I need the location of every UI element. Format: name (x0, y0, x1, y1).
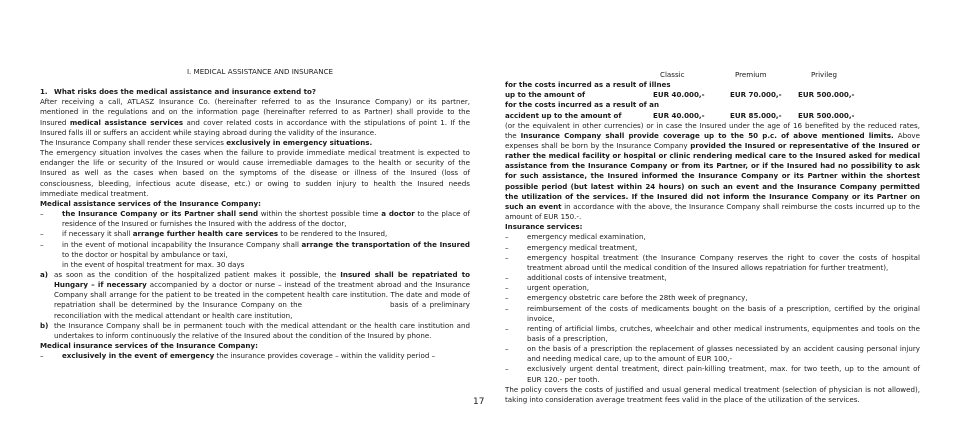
mas-item-mid: to the doctor or hospital by ambulance or taxi, (62, 249, 228, 259)
mas-item-1 (40, 209, 470, 229)
insurance-services-heading: Insurance services: (505, 222, 583, 232)
list-item-text: on the basis of a prescription the replacement of glasses necessiated by an accident causing personal injury and needing medical care, up to the amount of EUR 100,- (527, 344, 920, 364)
list-item (505, 273, 920, 283)
row-label: accident up to the amount of (505, 110, 622, 120)
list-item-text: reimbursement of the costs of medicaments bought on the basis of a prescription, certified by the original invoice, (527, 303, 920, 323)
q1-answer (40, 97, 470, 138)
item-b (40, 321, 470, 341)
value-privileg: EUR 500.000,- (798, 110, 855, 120)
mas-heading: Medical assistance services of the Insurance Company: (40, 198, 261, 208)
mas-item-2 (40, 229, 470, 239)
treatment-max-line: in the event of hospital treatment for max. 30 days (62, 259, 245, 269)
item-a-post: accompanied by a doctor or nurse – instead of the treatment abroad and the Insurance Company shall arrange for the patient to be treated in the competent health care institution. The date and mode of repatriation shall be determined by the Insurance Company on the (54, 280, 470, 310)
dash-marker: – (40, 239, 44, 249)
value-premium: EUR 85.000,- (730, 110, 782, 120)
dash-marker: – (505, 293, 509, 303)
item-a-bold: Insured shall be repatriated to Hungary – if necessary (54, 269, 470, 290)
value-premium: EUR 70.000,- (730, 90, 782, 100)
item-a (40, 270, 470, 321)
left-column (40, 0, 470, 361)
list-item (505, 253, 920, 273)
dash-marker: – (505, 252, 509, 262)
list-item-text: renting of artificial limbs, crutches, wheelchair and other medical instruments, equipmentes and tools on the basis of a prescription, (527, 323, 920, 343)
dash-marker: – (505, 232, 509, 242)
list-item (505, 364, 920, 384)
row-label: for the costs incurred as a result of illnes (505, 80, 671, 90)
item-a-marker: a) (40, 269, 49, 279)
q1-answer-bold: medical assistance services (69, 117, 184, 127)
item-b-text: the Insurance Company shall be in permanent touch with the medical attendant or the health care institution and undertakes to inform continuously the relative of the Insured about the condition of the Insured by phone. (54, 320, 470, 340)
list-item (505, 304, 920, 324)
dash-marker: – (505, 364, 509, 374)
list-item (505, 344, 920, 364)
list-item-text: emergency medical treatment, (527, 242, 638, 252)
list-item (505, 232, 920, 242)
policy-note: The policy covers the costs of justified and usual general medical treatment (selection of physician is not allowed), taking into consideration average treatment fees valid in the place of the utilization of the services. (505, 384, 920, 404)
mis-item-post: the insurance provides coverage – within the validity period – (216, 351, 436, 361)
list-item-text: emergency medical examination, (527, 232, 646, 242)
mas-item-bold: arrange the transportation of the Insured (301, 239, 470, 249)
question-1 (40, 87, 470, 97)
list-item-text: additional costs of intensive treatment, (527, 273, 667, 283)
q1-paragraph-2 (40, 138, 470, 148)
mas-item-bold: arrange further health care services (132, 229, 279, 239)
q1-answer-tail: and cover related costs in accordance with the stipulations of point 1. If the Insured falls ill or suffers an accident while staying abroad during the validity of the insurance. (40, 117, 470, 137)
coverage-row-illness-amount (505, 90, 920, 100)
item-a-text (54, 270, 470, 321)
right-column (505, 0, 920, 405)
mas-item-pre: in the event of motional incapability the Insurance Company shall (62, 239, 299, 249)
mas-item-bold: the Insurance Company or its Partner shall send (62, 209, 259, 219)
dash-marker: – (505, 283, 509, 293)
mis-item (40, 351, 470, 361)
section-title: I. MEDICAL ASSISTANCE AND INSURANCE (186, 67, 334, 76)
mis-item-bold: exclusively in the event of emergency (62, 351, 215, 361)
mas-item-pre: if necessary it shall (62, 229, 131, 239)
mas-item-bold2: a doctor (381, 209, 415, 219)
question-number: 1. (40, 87, 48, 97)
coverage-paragraph (505, 121, 920, 223)
coverage-tail: in accordance with the above, the Insurance Company shall reimburse the costs incurred up to the amount of (505, 201, 920, 222)
q1-answer-text: After receiving a call, ATLASZ Insurance Co. (hereinafter referred to as the Insurance Company) or its partner, mentioned in the regulations and on the information page (hereinafter referred to as Partner) shall provide to the Insured (40, 97, 470, 127)
list-item-text: emergency hospital treatment (the Insurance Company reserves the right to cover the costs of hospital treatment abroad until the medical condition of the Insured allows repatriation for further treatment), (527, 252, 920, 272)
dash-marker: – (505, 242, 509, 252)
dash-marker: – (40, 209, 44, 219)
item-a-pre: as soon as the condition of the hospitalized patient makes it possible, the (54, 269, 337, 279)
mas-item-post: to the place of residence of the Insured or furnishes the Insured with the address of the doctor, (62, 209, 470, 229)
mas-item-mid: within the shortest possible time (260, 209, 379, 219)
coverage-mid: Above expenses shall be born by the Insurance Company (505, 130, 920, 151)
dash-marker: – (505, 303, 509, 313)
item-a-post2: basis of a preliminary reconciliation with the medical attendant or health care institution, (54, 300, 470, 320)
list-item (505, 293, 920, 303)
header-privileg: Privileg (811, 70, 838, 79)
coverage-row-illness-label (505, 80, 920, 90)
header-classic: Classic (660, 70, 685, 79)
value-classic: EUR 40.000,- (653, 110, 705, 120)
coverage-row-accident-amount (505, 111, 920, 121)
item-b-marker: b) (40, 320, 49, 330)
coverage-row-accident-label (505, 100, 920, 110)
value-classic: EUR 40.000,- (653, 90, 705, 100)
dash-marker: – (505, 344, 509, 354)
row-label: for the costs incurred as a result of an (505, 100, 660, 110)
dash-marker: – (505, 323, 509, 333)
list-item-text: urgent operation, (527, 283, 590, 293)
value-privileg: EUR 500.000,- (798, 90, 855, 100)
mis-heading: Medical insurance services of the Insurance Company: (40, 341, 258, 351)
list-item-text: exclusively urgent dental treatment, direct pain-killing treatment, max. for two teeth, up to the amount of EUR 120.- per tooth. (527, 364, 920, 384)
coverage-amount: EUR 150.-. (543, 212, 582, 222)
list-item (505, 324, 920, 344)
mis-item-text (62, 351, 470, 361)
mas-item-text (62, 240, 470, 260)
q1-p2-bold: exclusively in emergency situations. (226, 137, 373, 147)
dash-marker: – (40, 351, 44, 361)
mas-item-mid: to be rendered to the Insured, (280, 229, 388, 239)
mas-item-text (62, 209, 470, 229)
coverage-bold2: provided the Insured or representative of the Insured or rather the medical facility or hospital or clinic rendering medical care to the Insured asked for medical assistance from the Insurance Company or from its Partner, or if the Insured had no possibility to ask for such assistance, the Insured informed the Insurance Company or its Partner within the shortest possible period (but latest within 24 hours) on such an event and the Insurance Company permitted the utilization of the services. If the Insured did not inform the Insurance Company or its Partner on such an event (505, 141, 920, 211)
list-item-text: emergency obstetric care before the 28th week of pregnancy, (527, 293, 748, 303)
coverage-text: (or the equivalent in other currencies) or in case the Insured under the age of 16 benefited by the reduced rates, the (505, 120, 920, 140)
question-text: What risks does the medical assistance and insurance extend to? (54, 87, 316, 97)
page-number: 17 (473, 397, 485, 407)
mas-item-3 (40, 240, 470, 260)
mas-item-text (62, 229, 470, 239)
q1-paragraph-3: The emergency situation involves the cases when the failure to provide immediate medical treatment is expected to endanger the life or security of the Insured or would cause irremediable damages to the health or security of the Insured as well as the cases when based on the symptoms of the disease or illness of the Insured (loss of consciousness, bleeding, infectious acute disease, etc.) or owing to sudden injury to health the Insured needs immediate medical treatment. (40, 148, 470, 198)
list-item (505, 283, 920, 293)
dash-marker: – (505, 273, 509, 283)
coverage-table-header (505, 70, 920, 80)
list-item (505, 243, 920, 253)
q1-p2-text: The Insurance Company shall render these services (40, 137, 224, 147)
insurance-services-list (505, 232, 920, 384)
dash-marker: – (40, 229, 44, 239)
coverage-bold: Insurance Company shall provide coverage up to the 50 p.c. of above mentioned limits. (520, 130, 894, 140)
header-premium: Premium (735, 70, 767, 79)
row-label: up to the amount of (505, 90, 586, 100)
